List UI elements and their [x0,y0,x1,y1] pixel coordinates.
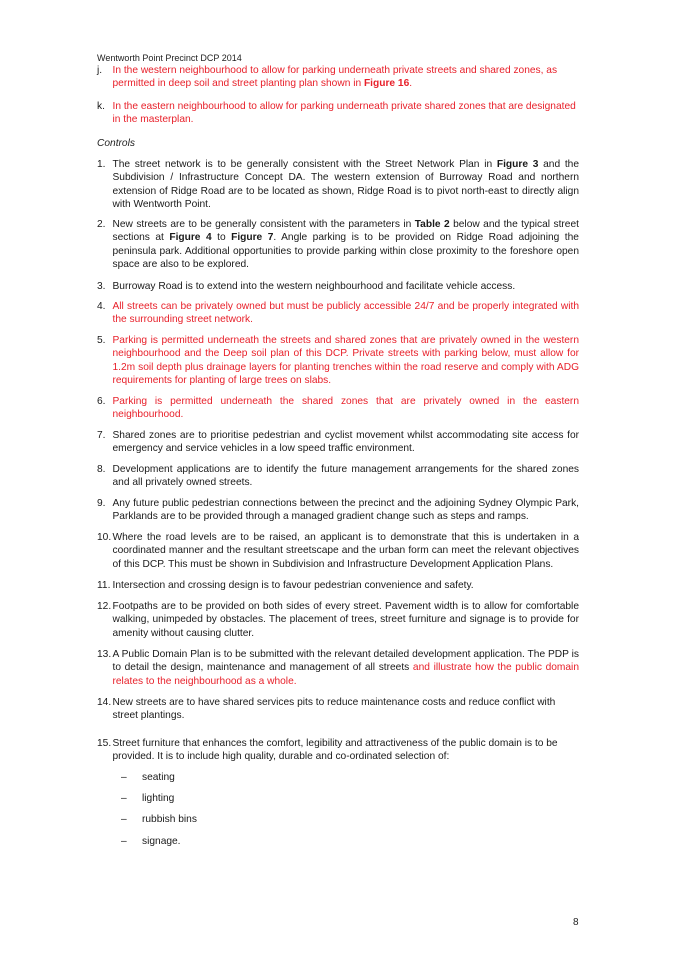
text-run: Parking is permitted underneath the streets and shared zones that are privately owned in the western neighbourhood and the Deep soil plan of this DCP. Private streets with parking below, must allow for 1.2m soil depth plus drainage layers for planting trenches within the road reserve and comply with ADG requirements for planting of large trees on slabs. [112,335,579,387]
list-item-text [113,395,580,422]
text-run: Development applications are to identify the future management arrangements for the shared zones and all privately owned streets. [112,464,579,489]
figure-reference: Figure 7 [231,232,274,244]
text-run: All streets can be privately owned but must be publicly accessible 24/7 and be properly integrated with the surrounding street network. [112,301,579,326]
control-item [97,696,579,723]
list-item-text [113,531,580,571]
page-number: 8 [573,917,579,928]
running-header: Wentworth Point Precinct DCP 2014 [97,53,242,63]
list-marker: 15. [97,738,112,749]
control-item [97,395,579,422]
list-item-text [113,696,580,723]
control-item [97,463,579,490]
control-item [97,218,579,272]
figure-reference: Figure 4 [169,232,212,244]
control-item [97,737,579,764]
objective-item [97,100,579,127]
list-marker: 9. [97,498,106,509]
list-marker: 11. [97,580,111,591]
text-run: In the western neighbourhood to allow for parking underneath private streets and shared zones, as permitted in deep soil and street planting plan shown in [112,65,558,90]
control-item [97,158,579,212]
list-item-text [113,64,580,91]
list-marker: 12. [97,601,112,612]
dash-bullet-icon: – [121,772,127,783]
text-run: to [211,232,232,244]
dash-bullet-icon: – [121,814,127,825]
control-item [97,334,579,388]
text-run: Street furniture that enhances the comfort, legibility and attractiveness of the public domain is to be provided. It is to include high quality, durable and co-ordinated selection of: [112,738,558,763]
text-run: New streets are to have shared services pits to reduce maintenance costs and reduce conflict with street plantings. [112,697,556,722]
list-marker: 3. [97,281,106,292]
list-item-text [113,334,580,388]
control-item [97,280,579,293]
list-item-text [113,579,580,592]
text-run: Intersection and crossing design is to favour pedestrian convenience and safety. [112,580,474,591]
list-item-text [113,429,580,456]
list-item-text [113,737,580,764]
list-item-text [113,218,580,272]
text-run: A Public Domain Plan is to be submitted with the relevant detailed development application. The PDP is to detail the design, maintenance and management of all streets [112,649,579,674]
list-item-text [113,648,580,688]
list-marker: 5. [97,335,106,346]
text-run: and the Subdivision / Infrastructure Concept DA. The western extension of Burroway Road and northern extension of Ridge Road are to be located as shown, Ridge Road is to pivot north-east to directly align with Wentworth Point. [112,159,579,211]
text-run: Parking is permitted underneath the shared zones that are privately owned in the eastern neighbourhood. [112,396,579,421]
text-run: below and the typical street sections at [112,219,579,244]
furniture-list-label: seating [142,772,175,783]
control-item [97,300,579,327]
text-run: Any future public pedestrian connections between the precinct and the adjoining Sydney Olympic Park, Parklands are to be provided through a managed gradient change such as steps and ramps. [112,498,579,523]
control-item [97,648,579,688]
list-marker: 13. [97,649,112,660]
list-marker: 7. [97,430,106,441]
list-marker: j. [97,65,103,76]
list-item-text [113,497,580,524]
furniture-list-item [121,836,181,847]
list-marker: 4. [97,301,106,312]
list-marker: 10. [97,532,112,543]
list-item-text [113,158,580,212]
text-run: The street network is to be generally consistent with the Street Network Plan in [112,159,497,170]
text-run: Where the road levels are to be raised, an applicant is to demonstrate that this is undertaken in a coordinated manner and the resultant streetscape and the urban form can meet the relevant objectives of this DCP. This must be shown in Subdivision and Infrastructure Development Application Plans. [112,532,579,570]
list-marker: 14. [97,697,112,708]
control-item [97,429,579,456]
furniture-list-label: rubbish bins [142,814,197,825]
list-marker: k. [97,101,105,112]
list-item-text [113,463,580,490]
text-run: Footpaths are to be provided on both sides of every street. Pavement width is to allow for comfortable walking, unimpeded by obstacles. The placement of trees, street furniture and signage is to provide for amenity without causing clutter. [112,601,579,639]
figure-reference: Table 2 [414,219,450,230]
text-run: New streets are to be generally consistent with the parameters in [112,219,415,230]
text-run: Shared zones are to prioritise pedestrian and cyclist movement whilst accommodating site access for emergency and service vehicles in a low speed traffic environment. [112,430,579,455]
control-item [97,600,579,640]
figure-reference: Figure 16 [363,78,410,90]
dash-bullet-icon: – [121,793,127,804]
text-run: and illustrate how the public domain relates to the neighbourhood as a whole. [112,662,579,687]
furniture-list-label: lighting [142,793,175,804]
furniture-list-label: signage. [142,836,181,847]
furniture-list-item [121,772,175,783]
list-marker: 1. [97,159,106,170]
furniture-list-item [121,814,197,825]
furniture-list-item [121,793,174,804]
list-marker: 2. [97,219,106,230]
dash-bullet-icon: – [121,836,127,847]
text-run: Burroway Road is to extend into the western neighbourhood and facilitate vehicle access. [112,281,516,292]
control-item [97,497,579,524]
list-item-text [113,100,580,127]
control-item [97,579,579,592]
text-run: In the eastern neighbourhood to allow for parking underneath private shared zones that are designated in the masterplan. [112,101,576,126]
list-item-text [113,300,580,327]
text-run: . [409,78,413,90]
objective-item [97,64,579,91]
control-item [97,531,579,571]
list-marker: 6. [97,396,106,407]
list-marker: 8. [97,464,106,475]
list-item-text [113,600,580,640]
text-run: . Angle parking is to be provided on Ridge Road adjoining the peninsula park. Additional opportunities to provide parking within close proximity to the foreshore open space are also to be explored. [112,232,579,271]
list-item-text [113,280,580,293]
controls-heading: Controls [97,138,135,149]
figure-reference: Figure 3 [496,159,539,170]
